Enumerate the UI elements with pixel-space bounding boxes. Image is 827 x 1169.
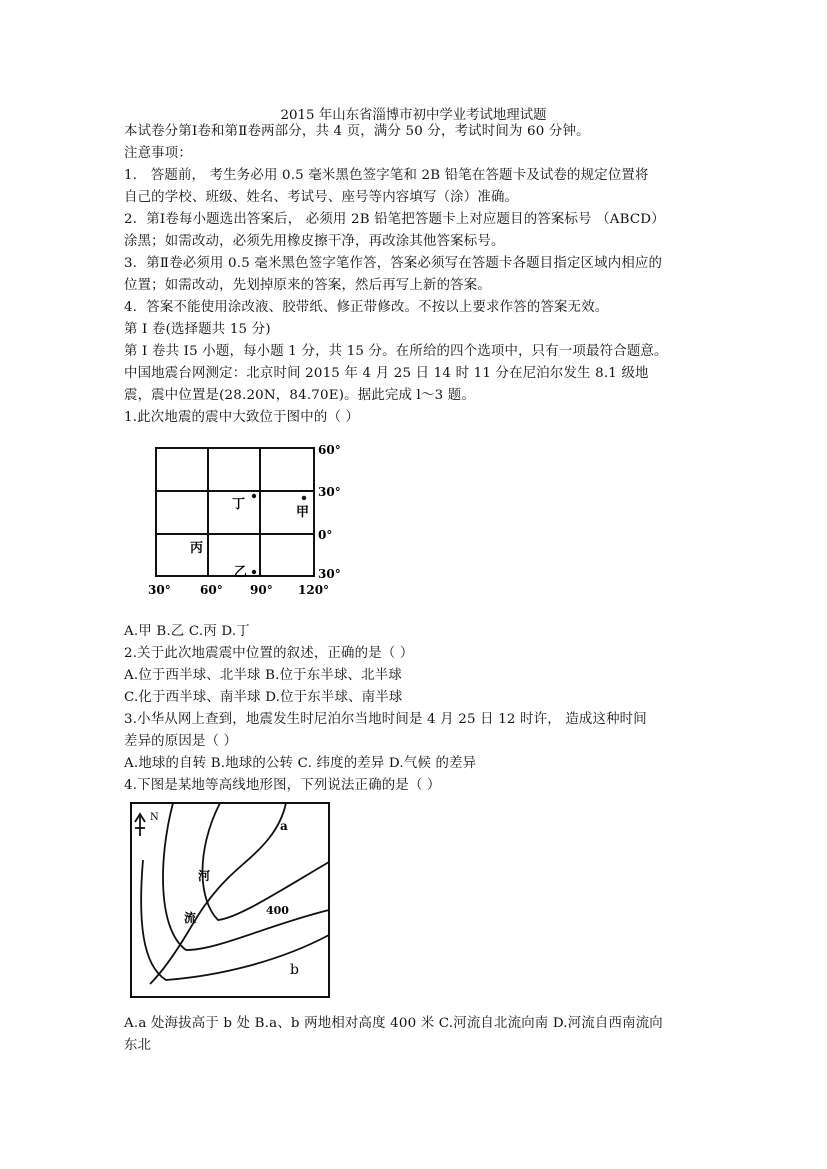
point-yi-dot <box>252 570 256 574</box>
lat-label-60: 60° <box>318 443 341 457</box>
point-ding-dot <box>252 494 256 498</box>
question-4-options: A.a 处海拔高于 b 处 B.a、b 两地相对高度 400 米 C.河流自北流向南 D.河流自西南流向 <box>124 1016 663 1031</box>
text-line: 本试卷分第Ⅰ卷和第Ⅱ卷两部分，共 4 页，满分 50 分，考试时间为 60 分钟。 <box>124 124 590 139</box>
question-4-options-cont: 东北 <box>124 1038 152 1053</box>
text-line: 3．第Ⅱ卷必须用 0.5 毫米黑色签字笔作答，答案必须写在答题卡各题目指定区域内相应的 <box>124 256 663 271</box>
question-3: 3.小华从网上查到，地震发生时尼泊尔当地时间是 4 月 25 日 12 时许， 造成这种时间 <box>124 712 647 727</box>
point-jia-dot <box>302 496 306 500</box>
text-line: 第 Ⅰ 卷共 I5 小题，每小题 1 分，共 15 分。在所给的四个选项中，只有一项最符合题意。 <box>124 344 668 359</box>
question-2-options-ab: A.位于西半球、北半球 B.位于东半球、北半球 <box>124 668 402 683</box>
lat-label-30s: 30° <box>318 567 341 581</box>
text-line: 涂黑；如需改动，必须先用橡皮擦干净，再改涂其他答案标号。 <box>124 234 505 249</box>
question-4: 4.下图是某地等高线地形图，下列说法正确的是（ ） <box>124 778 441 793</box>
lat-lon-grid-figure <box>146 438 346 600</box>
text-line: 1． 答题前， 考生务必用 0.5 毫米黑色签字笔和 2B 铅笔在答题卡及试卷的规定位置将 <box>124 168 649 183</box>
page-title: 2015 年山东省淄博市初中学业考试地理试题 <box>280 108 547 123</box>
question-1: 1.此次地震的震中大致位于图中的（ ） <box>124 410 360 425</box>
contour-map-figure <box>128 800 334 1002</box>
river-label-he: 河 <box>198 869 211 883</box>
lon-label-30: 30° <box>148 583 171 597</box>
text-line: 2．第Ⅰ卷每小题选出答案后， 必须用 2B 铅笔把答题卡上对应题目的答案标号 （ABCD） <box>124 212 665 227</box>
lat-label-0: 0° <box>318 528 333 542</box>
point-jia-label: 甲 <box>296 505 310 520</box>
text-line: 位置；如需改动，先划掉原来的答案，然后再写上新的答案。 <box>124 278 491 293</box>
contour-label-400: 400 <box>266 904 289 917</box>
text-line: 中国地震台网测定：北京时间 2015 年 4 月 25 日 14 时 11 分在尼泊尔发生 8.1 级地 <box>124 366 649 381</box>
lon-label-120: 120° <box>298 583 330 597</box>
point-yi-label: 乙 <box>234 565 248 580</box>
lon-label-90: 90° <box>250 583 273 597</box>
lon-label-60: 60° <box>200 583 223 597</box>
north-arrow-icon <box>135 814 145 836</box>
point-bing-label: 丙 <box>190 541 204 556</box>
text-line: 4．答案不能使用涂改液、胶带纸、修正带修改。不按以上要求作答的答案无效。 <box>124 300 609 315</box>
question-3-cont: 差异的原因是（ ） <box>124 734 238 749</box>
text-line: 震，震中位置是(28.20N，84.70E)。据此完成 l～3 题。 <box>124 388 475 403</box>
question-2-options-cd: C.化于西半球、南半球 D.位于东半球、南半球 <box>124 690 403 705</box>
lat-label-30n: 30° <box>318 485 341 499</box>
river-label-liu: 流 <box>184 911 197 925</box>
point-a-label: a <box>280 819 288 833</box>
north-arrow-label: N <box>150 812 159 823</box>
question-3-options: A.地球的自转 B.地球的公转 C. 纬度的差异 D.气候 的差异 <box>124 756 477 771</box>
text-line: 自己的学校、班级、姓名、考试号、座号等内容填写（涂）准确。 <box>124 190 519 205</box>
point-ding-label: 丁 <box>232 497 246 512</box>
text-line: 注意事项： <box>124 146 192 161</box>
section-heading: 第 Ⅰ 卷(选择题共 15 分) <box>124 322 271 337</box>
point-b-label: b <box>290 962 299 978</box>
question-1-options: A.甲 B.乙 C.丙 D.丁 <box>124 624 250 639</box>
question-2: 2.关于此次地震震中位置的叙述，正确的是（ ） <box>124 646 414 661</box>
